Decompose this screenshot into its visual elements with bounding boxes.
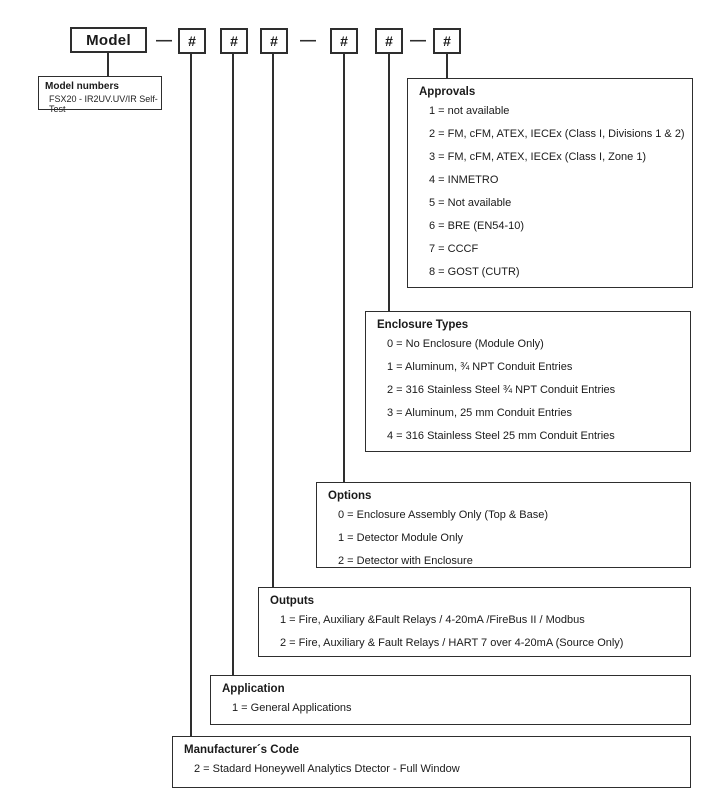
separator-dash-3: — xyxy=(410,32,426,49)
section-item: 2 = Detector with Enclosure xyxy=(338,555,473,567)
section-application xyxy=(210,675,691,725)
section-item: 2 = 316 Stainless Steel ¾ NPT Conduit Entries xyxy=(387,384,616,396)
section-approvals xyxy=(407,78,693,288)
connector-digit6-to-approvals xyxy=(446,54,448,78)
digit-box-6: # xyxy=(433,28,461,54)
digit-box-5: # xyxy=(375,28,403,54)
section-item: 1 = General Applications xyxy=(232,702,352,714)
section-item: 3 = Aluminum, 25 mm Conduit Entries xyxy=(387,407,572,419)
section-item: 4 = INMETRO xyxy=(429,174,499,186)
section-enclosure-types xyxy=(365,311,691,452)
section-item: 2 = Stadard Honeywell Analytics Dtector - Full Window xyxy=(194,763,460,775)
separator-dash-1: — xyxy=(156,32,172,49)
section-item: 2 = FM, cFM, ATEX, IECEx (Class I, Divisions 1 & 2) xyxy=(429,128,685,140)
section-item: 0 = No Enclosure (Module Only) xyxy=(387,338,544,350)
section-title: Application xyxy=(222,683,285,695)
connector-digit5-to-enclosure-types xyxy=(388,54,390,311)
section-title: Manufacturer´s Code xyxy=(184,744,300,756)
model-box: Model xyxy=(70,27,147,53)
section-title: Approvals xyxy=(419,86,476,98)
section-outputs xyxy=(258,587,691,657)
section-item: 2 = Fire, Auxiliary & Fault Relays / HART 7 over 4-20mA (Source Only) xyxy=(280,637,624,649)
digit-box-1: # xyxy=(178,28,206,54)
section-item: 6 = BRE (EN54-10) xyxy=(429,220,525,232)
separator-dash-2: — xyxy=(300,32,316,49)
connector-digit1-to-manufacturers-code xyxy=(190,54,192,736)
section-title: Options xyxy=(328,490,372,502)
section-item: 0 = Enclosure Assembly Only (Top & Base) xyxy=(338,509,549,521)
section-item: 1 = Fire, Auxiliary &Fault Relays / 4-20mA /FireBus II / Modbus xyxy=(280,614,585,626)
section-title: Outputs xyxy=(270,595,315,607)
digit-box-4: # xyxy=(330,28,358,54)
section-item: 4 = 316 Stainless Steel 25 mm Conduit Entries xyxy=(387,430,615,442)
connector-digit2-to-application xyxy=(232,54,234,675)
model-numbers-value: FSX20 - IR2UV.UV/IR Self-Test xyxy=(49,94,158,114)
section-options xyxy=(316,482,691,568)
model-numbers-box xyxy=(38,76,162,114)
section-item: 7 = CCCF xyxy=(429,243,479,255)
connector-digit3-to-outputs xyxy=(272,54,274,587)
connector-model-to-model-numbers xyxy=(107,53,109,76)
section-item: 1 = Detector Module Only xyxy=(338,532,464,544)
section-item: 3 = FM, cFM, ATEX, IECEx (Class I, Zone 1) xyxy=(429,151,647,163)
section-item: 1 = not available xyxy=(429,105,510,117)
section-item: 1 = Aluminum, ¾ NPT Conduit Entries xyxy=(387,361,573,373)
digit-box-3: # xyxy=(260,28,288,54)
section-item: 5 = Not available xyxy=(429,197,512,209)
connector-digit4-to-options xyxy=(343,54,345,482)
model-numbers-title: Model numbers xyxy=(45,81,119,92)
section-item: 8 = GOST (CUTR) xyxy=(429,266,520,278)
section-manufacturers-code xyxy=(172,736,691,788)
digit-box-2: # xyxy=(220,28,248,54)
section-title: Enclosure Types xyxy=(377,319,469,331)
